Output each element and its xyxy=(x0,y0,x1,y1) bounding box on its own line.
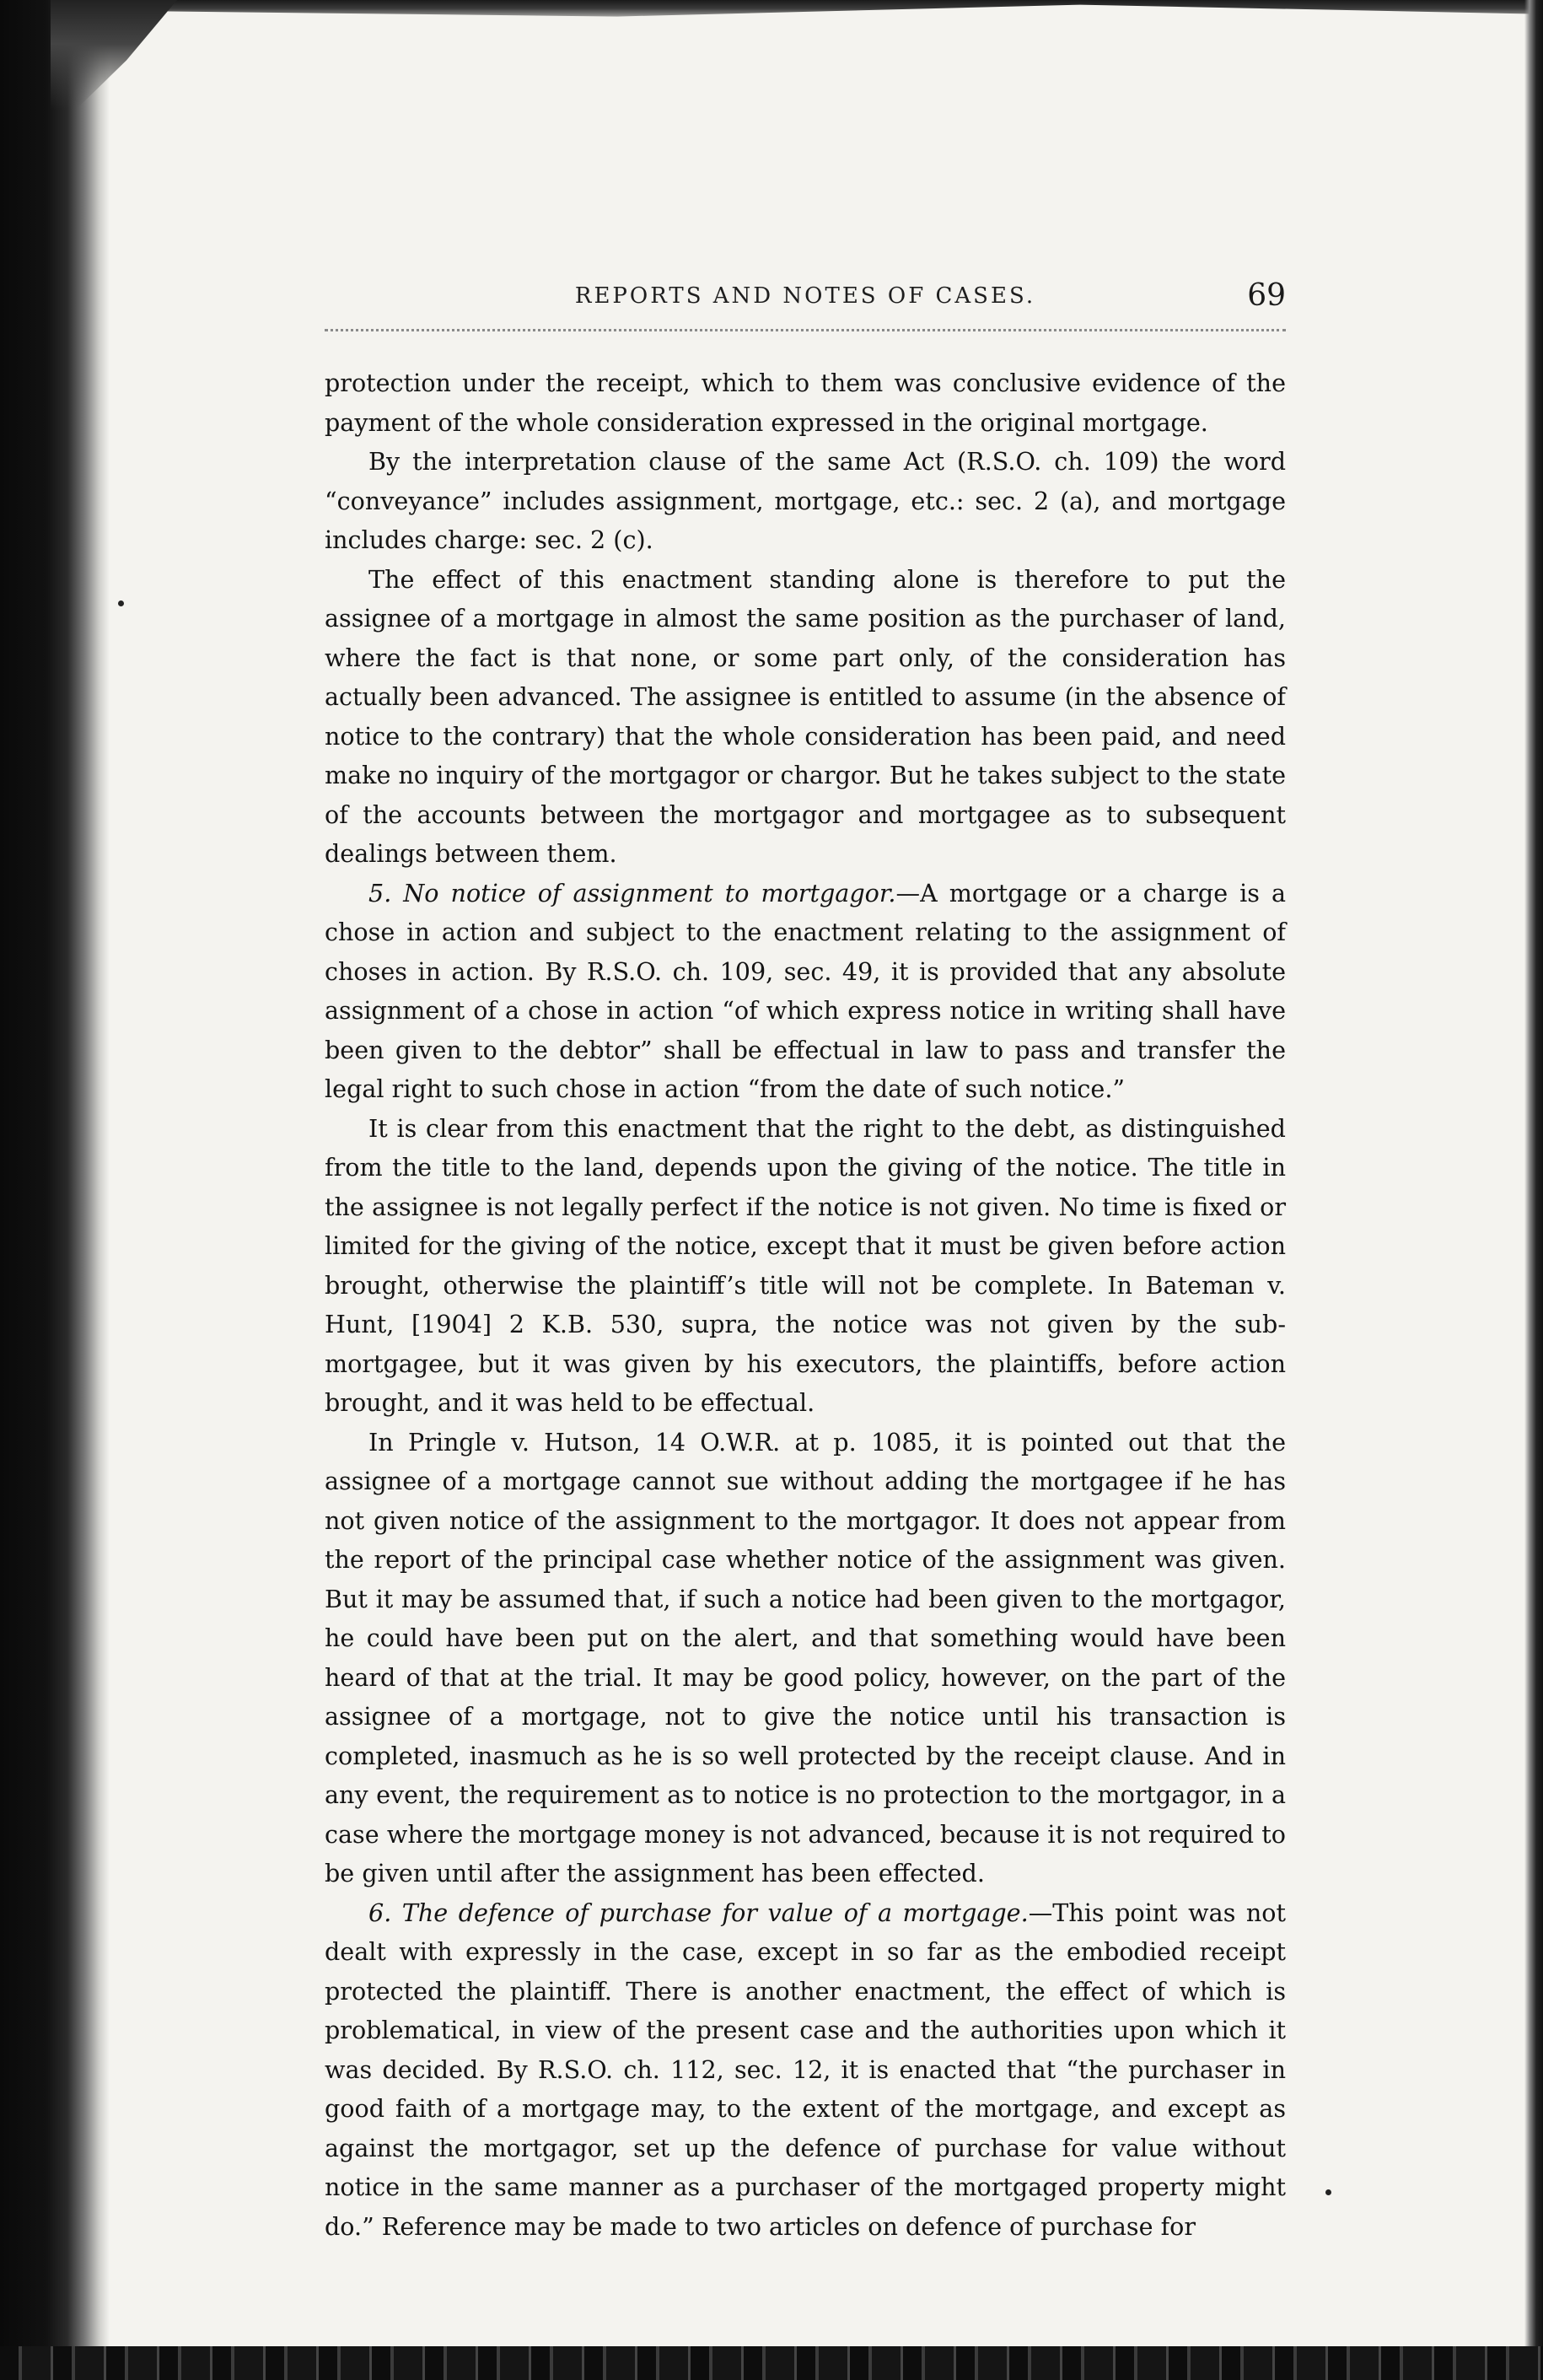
paragraph xyxy=(325,874,1286,1109)
paragraph-text: —This point was not dealt with expressly in the case, except in so far as the embodied receipt protected the plaintiff. There is another enactment, the effect of which is problematical, in view of the present case and the authorities upon which it was decided. By R.S.O. ch. 112, sec. 12, it is enacted that “the purchaser in good faith of a mortgage may, to the extent of the mortgage, and except as against the mortgagor, set up the defence of purchase for value without notice in the same manner as a purchaser of the mortgaged property might do.” Reference may be made to two articles on defence of purchase for xyxy=(325,1898,1286,2241)
scan-speck xyxy=(118,600,124,606)
paragraph xyxy=(325,442,1286,560)
section-heading: 6. The defence of purchase for value of a mortgage. xyxy=(368,1898,1029,1927)
paragraph-text: protection under the receipt, which to them was conclusive evidence of the payment of the whole consideration expressed in the original mortgage. xyxy=(325,369,1286,437)
section-heading: 5. No notice of assignment to mortgagor. xyxy=(368,878,896,907)
scan-edge-right xyxy=(1524,0,1543,2380)
page-number: 69 xyxy=(1247,278,1286,313)
paragraph xyxy=(325,560,1286,874)
body-text xyxy=(325,363,1286,2246)
paragraph xyxy=(325,1423,1286,1893)
paragraph-text: In Pringle v. Hutson, 14 O.W.R. at p. 1085, it is pointed out that the assignee of a mortgage cannot sue without adding the mortgagee if he has not given notice of the assignment to the mortgagor. It does not appear from the report of the principal case whether notice of the assignment was given. But it may be assumed that, if such a notice had been given to the mortgagor, he could have been put on the alert, and that something would have been heard of that at the trial. It may be good policy, however, on the part of the assignee of a mortgage, not to give the notice until his transaction is completed, inasmuch as he is so well protected by the receipt clause. And in any event, the requirement as to notice is no protection to the mortgagor, in a case where the mortgage money is not advanced, because it is not required to be given until after the assignment has been effected. xyxy=(325,1427,1286,1887)
scan-edge-corner xyxy=(51,0,177,110)
running-title: REPORTS AND NOTES OF CASES. xyxy=(574,283,1036,309)
scan-speck xyxy=(1325,2189,1331,2195)
paragraph xyxy=(325,1109,1286,1423)
document-page xyxy=(325,278,1286,2246)
paragraph xyxy=(325,363,1286,442)
running-header xyxy=(325,278,1286,331)
scan-edge-top xyxy=(0,0,1543,24)
paragraph-text: The effect of this enactment standing alone is therefore to put the assignee of a mortgage in almost the same position as the purchaser of land, where the fact is that none, or some part only, of the consideration has actually been advanced. The assignee is entitled to assume (in the absence of notice to the contrary) that the whole consideration has been paid, and need make no inquiry of the mortgagor or chargor. But he takes subject to the state of the accounts between the mortgagor and mortgagee as to subsequent dealings between them. xyxy=(325,564,1286,868)
paragraph-text: By the interpretation clause of the same Act (R.S.O. ch. 109) the word “conveyance” includes assignment, mortgage, etc.: sec. 2 (a), and mortgage includes charge: sec. 2 (c). xyxy=(325,447,1286,554)
scan-edge-left xyxy=(0,0,110,2380)
paragraph xyxy=(325,1893,1286,2247)
scan-edge-bottom xyxy=(0,2346,1543,2380)
paragraph-text: It is clear from this enactment that the right to the debt, as distinguished from the title to the land, depends upon the giving of the notice. The title in the assignee is not legally perfect if the notice is not given. No time is fixed or limited for the giving of the notice, except that it must be given before action brought, otherwise the plaintiff’s title will not be complete. In Bateman v. Hunt, [1904] 2 K.B. 530, supra, the notice was not given by the sub-mortgagee, but it was given by his executors, the plaintiffs, before action brought, and it was held to be effectual. xyxy=(325,1113,1286,1417)
paragraph-text: —A mortgage or a charge is a chose in action and subject to the enactment relating to the assignment of choses in action. By R.S.O. ch. 109, sec. 49, it is provided that any absolute assignment of a chose in action “of which express notice in writing shall have been given to the debtor” shall be effectual in law to pass and transfer the legal right to such chose in action “from the date of such notice.” xyxy=(325,878,1287,1103)
